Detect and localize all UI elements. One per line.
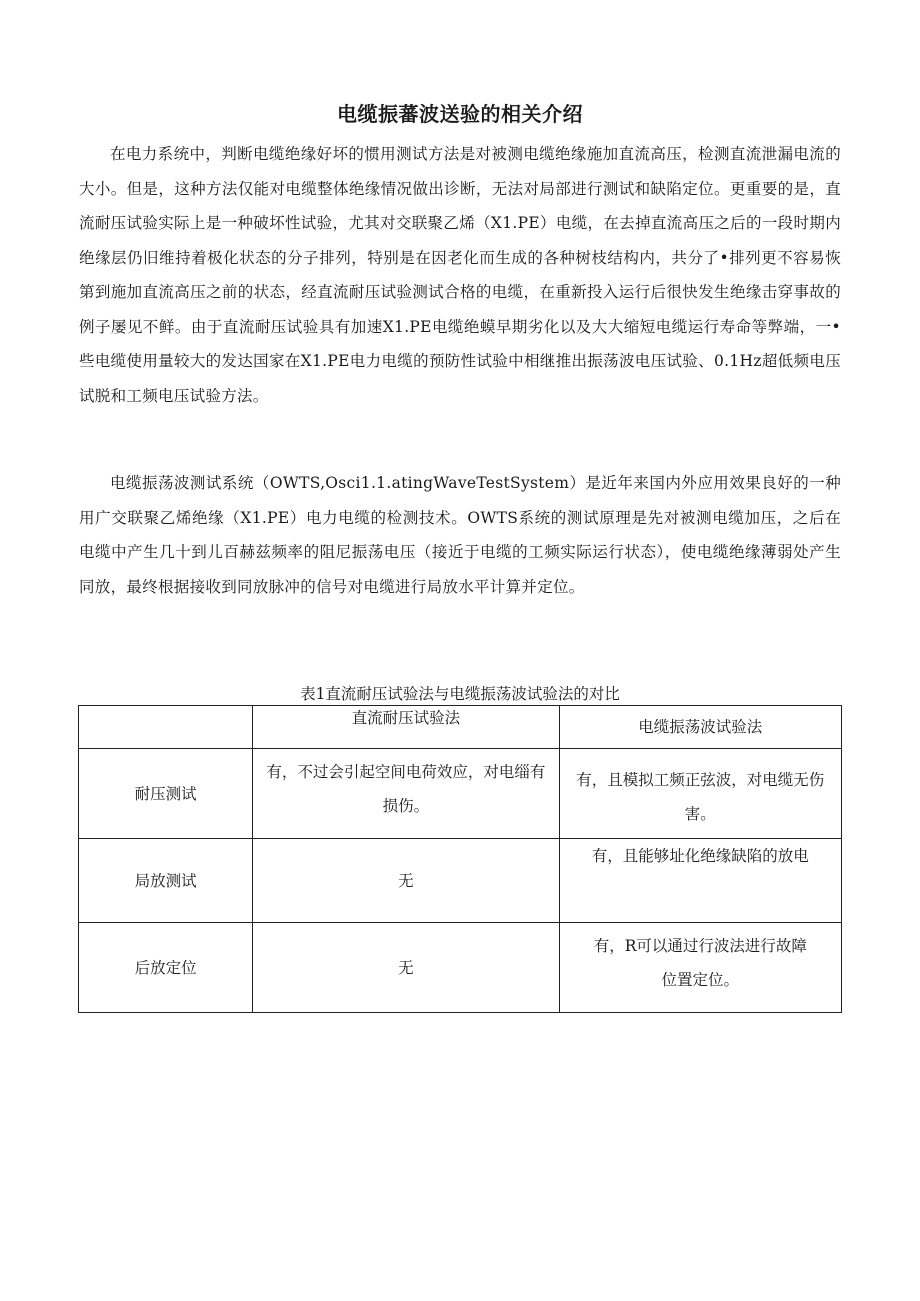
- cell-withstand-dc: 有，不过会引起空间电荷效应，对电缁有损伤。: [253, 749, 559, 839]
- header-cell-owts: 电缆振荡波试验法: [559, 706, 841, 749]
- document-title: 电缆振蕃波送验的相关介绍: [337, 102, 583, 126]
- header-cell-dc: 直流耐压试验法: [253, 706, 559, 749]
- table-row: [79, 839, 842, 923]
- row-label-withstand: 耐压测试: [79, 749, 253, 839]
- cell-pd-test-owts: 有，且能够址化绝缘缺陷的放电: [559, 839, 841, 923]
- table-header-row: [79, 706, 842, 749]
- comparison-table: [78, 705, 842, 1013]
- table-caption: 表1直流耐压试验法与电缆振荡波试验法的对比: [300, 685, 620, 703]
- header-cell-empty: [79, 706, 253, 749]
- row-label-pd-locate: 后放定位: [79, 923, 253, 1013]
- cell-pd-locate-dc: 无: [253, 923, 559, 1013]
- row-label-pd-test: 局放测试: [79, 839, 253, 923]
- paragraph-1: 在电力系统中，判断电缆绝缘好坏的惯用测试方法是对被测电缆绝缘施加直流高压，检测直流泄漏电流的大小。但是，这种方法仅能对电缆整体绝缘情况做出诊断，无法对局部进行测试和缺陷定位。更重要的是，直流耐压试验实际上是一种破坏性试验，尤其对交联聚乙烯（X1.PE）电缆，在去掉直流高压之后的一段时期内绝缘层仍旧维持着极化状态的分子排列，特别是在因老化而生成的各种树枝结构内，共分了•排列更不容易恢第到施加直流高压之前的状态，经直流耐压试验测试合格的电缆，在重新投入运行后很快发生绝缘击穿事故的例子屡见不鲜。由于直流耐压试验具有加速X1.PE电缆绝蟆早期劣化以及大大缩短电缆运行寿命等弊端，一•些电缆使用量较大的发达国家在X1.PE电力电缆的预防性试验中相继推出振荡波电压试验、0.1Hz超低频电压试脱和工频电压试验方法。: [79, 145, 841, 405]
- paragraph-2: 电缆振荡波测试系统（OWTS,Osci1.1.atingWaveTestSystem）是近年来国内外应用效果良好的一种用广交联聚乙烯绝缘（X1.PE）电力电缆的检测技术。OWTS系统的测试原理是先对被测电缆加压，之后在电缆中产生几十到儿百赫兹频率的阻尼振荡电压（接近于电缆的工频实际运行状态），使电缆绝缘薄弱处产生同放，最终根据接收到同放脉冲的信号对电缆进行局放水平计算并定位。: [79, 474, 841, 596]
- table-row: [79, 749, 842, 839]
- table-row: [79, 923, 842, 1013]
- cell-pd-test-dc: 无: [253, 839, 559, 923]
- cell-pd-locate-owts: 有，R可以通过行波法进行故障位置定位。: [559, 923, 841, 1013]
- cell-withstand-owts: 有，且模拟工频正弦波，对电缆无伤害。: [559, 749, 841, 839]
